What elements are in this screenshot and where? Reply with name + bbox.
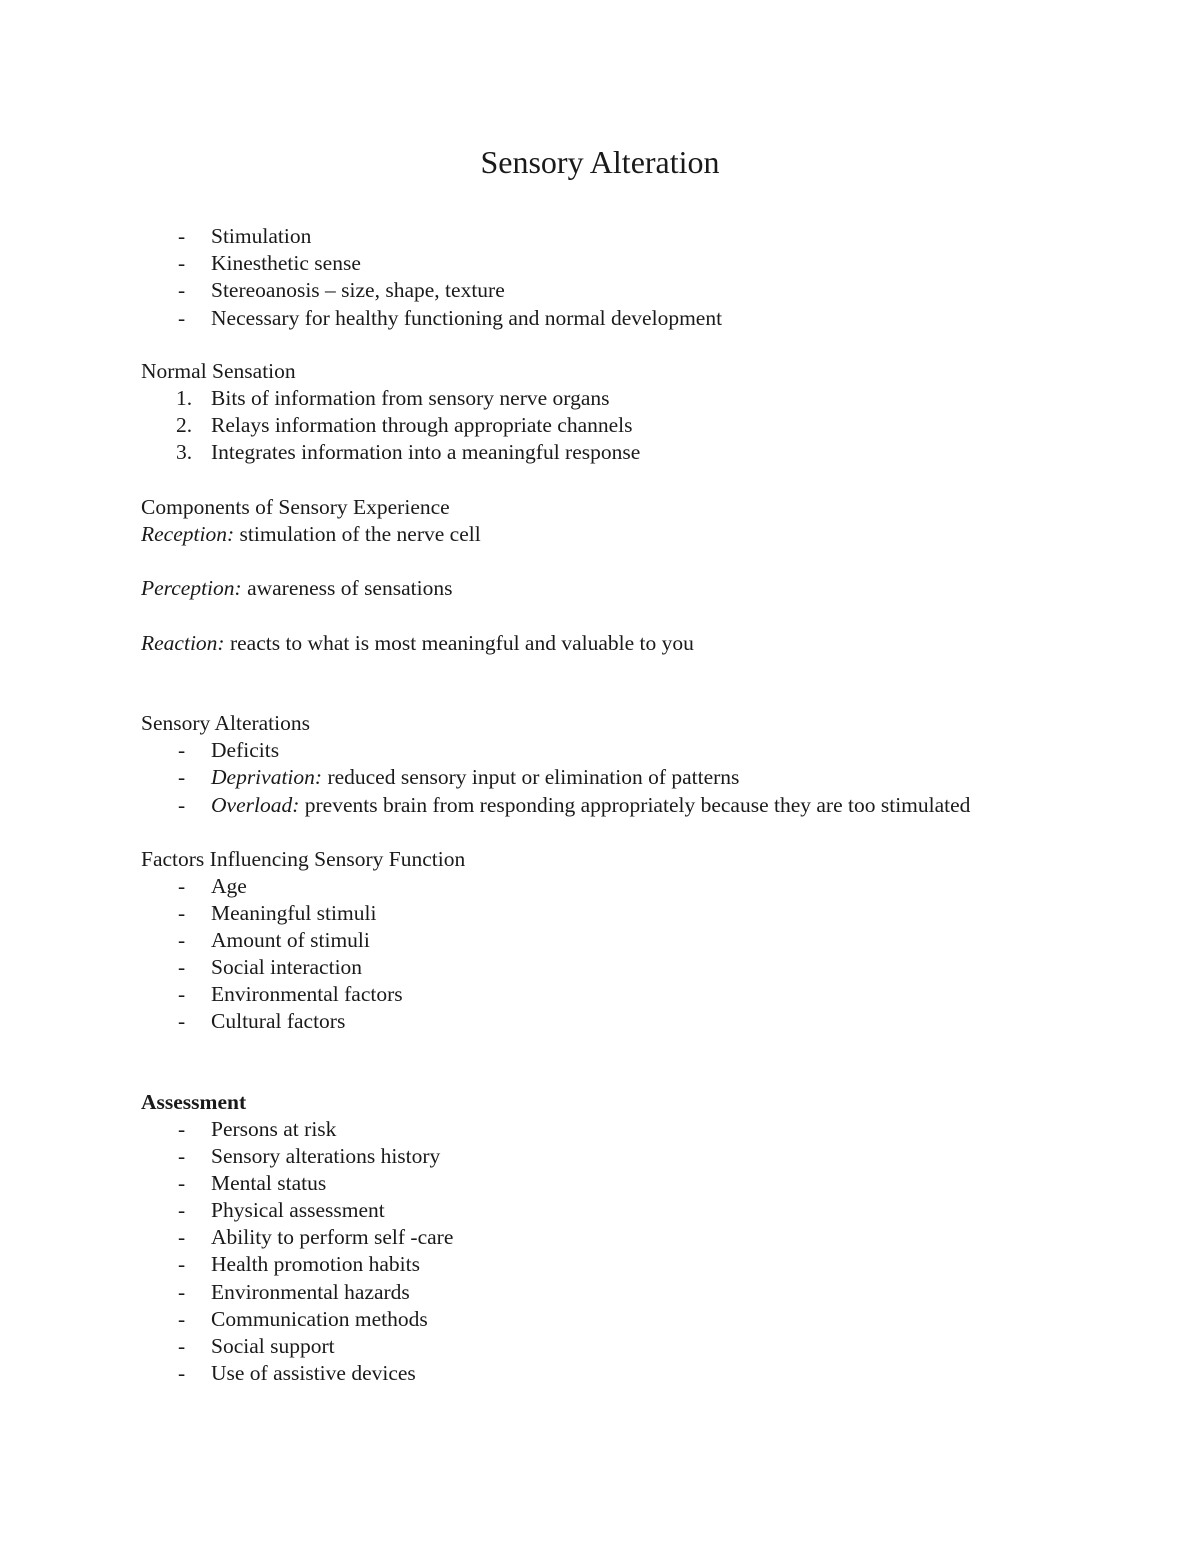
list-item-text: Necessary for healthy functioning and normal development: [211, 306, 723, 330]
list-item-text: Social interaction: [211, 955, 363, 979]
item-number: 3.: [176, 440, 193, 464]
list-item-text: Sensory alterations history: [211, 1144, 441, 1168]
bullet-dash: -: [178, 982, 186, 1006]
bullet-dash: -: [178, 224, 186, 248]
bullet-dash: -: [178, 1144, 186, 1168]
list-item-text: Health promotion habits: [211, 1252, 420, 1276]
definition-text: awareness of sensations: [241, 576, 453, 600]
bullet-dash: -: [178, 1009, 186, 1033]
bullet-dash: -: [178, 738, 186, 762]
list-item-text: Use of assistive devices: [211, 1361, 416, 1385]
list-item-text: Social support: [211, 1334, 335, 1358]
list-item-text: Amount of stimuli: [211, 928, 370, 952]
numbered-item-text: Relays information through appropriate channels: [211, 413, 633, 437]
list-item-text: Stimulation: [211, 224, 312, 248]
bullet-dash: -: [178, 793, 186, 817]
list-item-text: Kinesthetic sense: [211, 251, 361, 275]
section-heading-normal-sensation: Normal Sensation: [141, 359, 296, 383]
bullet-dash: -: [178, 928, 186, 952]
bullet-dash: -: [178, 1252, 186, 1276]
list-item-text: Environmental hazards: [211, 1280, 410, 1304]
definition-text: prevents brain from responding appropriately because they are too stimulated: [299, 793, 971, 817]
bullet-dash: -: [178, 1117, 186, 1141]
definition-perception: [141, 575, 452, 602]
numbered-item-text: Bits of information from sensory nerve organs: [211, 386, 610, 410]
section-heading-factors: Factors Influencing Sensory Function: [141, 847, 466, 871]
page-title: Sensory Alteration: [480, 144, 720, 180]
list-item-text: [211, 792, 970, 819]
list-item-text: Deficits: [211, 738, 280, 762]
list-item-text: Meaningful stimuli: [211, 901, 377, 925]
bullet-dash: -: [178, 1280, 186, 1304]
term-reaction: Reaction:: [141, 631, 225, 655]
section-heading-assessment: Assessment: [141, 1090, 247, 1114]
bullet-dash: -: [178, 251, 186, 275]
list-item-text: Physical assessment: [211, 1198, 385, 1222]
list-item-text: Ability to perform self -care: [211, 1225, 454, 1249]
bullet-dash: -: [178, 1171, 186, 1195]
section-heading-components: Components of Sensory Experience: [141, 495, 450, 519]
bullet-dash: -: [178, 874, 186, 898]
numbered-item-text: Integrates information into a meaningful response: [211, 440, 641, 464]
bullet-dash: -: [178, 901, 186, 925]
definition-reception: [141, 521, 481, 548]
term-reception: Reception:: [141, 522, 235, 546]
bullet-dash: -: [178, 955, 186, 979]
item-number: 2.: [176, 413, 193, 437]
term-perception: Perception:: [141, 576, 242, 600]
bullet-dash: -: [178, 765, 186, 789]
list-item-text: Stereoanosis – size, shape, texture: [211, 278, 505, 302]
definition-text: stimulation of the nerve cell: [234, 522, 481, 546]
list-item-text: Age: [211, 874, 247, 898]
term-deprivation: Deprivation:: [211, 765, 323, 789]
bullet-dash: -: [178, 306, 186, 330]
list-item-text: Persons at risk: [211, 1117, 337, 1141]
bullet-dash: -: [178, 1307, 186, 1331]
bullet-dash: -: [178, 1334, 186, 1358]
list-item-text: Cultural factors: [211, 1009, 346, 1033]
bullet-dash: -: [178, 1225, 186, 1249]
definition-text: reacts to what is most meaningful and valuable to you: [224, 631, 694, 655]
bullet-dash: -: [178, 278, 186, 302]
definition-reaction: [141, 630, 694, 657]
term-overload: Overload:: [211, 793, 300, 817]
bullet-dash: -: [178, 1198, 186, 1222]
definition-text: reduced sensory input or elimination of patterns: [322, 765, 740, 789]
item-number: 1.: [176, 386, 193, 410]
bullet-dash: -: [178, 1361, 186, 1385]
list-item-text: Environmental factors: [211, 982, 403, 1006]
section-heading-sensory-alterations: Sensory Alterations: [141, 711, 310, 735]
list-item-text: Mental status: [211, 1171, 327, 1195]
list-item-text: [211, 764, 739, 791]
list-item-text: Communication methods: [211, 1307, 428, 1331]
